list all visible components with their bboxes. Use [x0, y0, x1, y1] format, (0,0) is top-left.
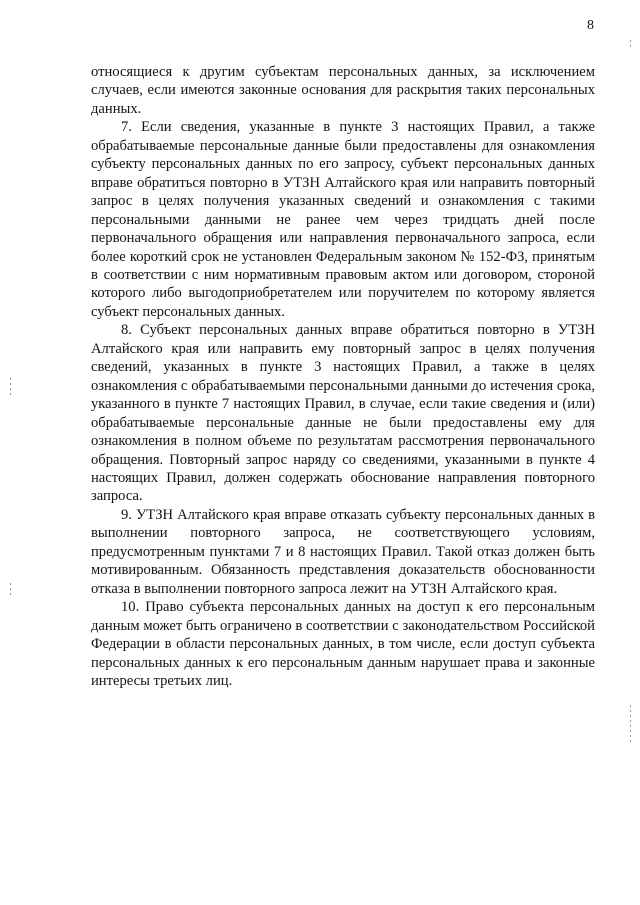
paragraph-continuation: относящиеся к другим субъектам персональных данных, за исключением случаев, если имеются законные основания для раскрытия таких персональных данных. [91, 64, 595, 117]
paragraph-9: 9. УТЗН Алтайского края вправе отказать субъекту персональных данных в выполнении повторного запроса, не соответствующего условиям, предусмотренным пунктами 7 и 8 настоящих Правил. Такой отказ должен быть мотивированным. Обязанность представления доказательств обоснованности отказа в выполнении повторного запроса лежит на УТЗН Алтайского края. [91, 506, 595, 597]
paragraph-7: 7. Если сведения, указанные в пункте 3 настоящих Правил, а также обрабатываемые персональные данные были предоставлены для ознакомления субъекту персональных данных по его запросу, субъект персональных данных вправе обратиться повторно в УТЗН Алтайского края или направить повторный запрос в целях получения указанных сведений и ознакомления с такими персональными данными не ранее чем через тридцать дней после первоначального обращения или направления первоначального запроса, если более короткий срок не установлен Федеральным законом № 152-ФЗ, принятым в соответствии с ним нормативным правовым актом или договором, стороной которого либо выгодоприобретателем или поручителем по которому является субъект персональных данных. [91, 119, 595, 320]
paragraph-8: 8. Субъект персональных данных вправе обратиться повторно в УТЗН Алтайского края или направить ему повторный запрос в целях получения сведений, указанных в пункте 3 настоящих Правил, а также в целях ознакомления с обрабатываемыми персональными данными до истечения срока, указанного в пункте 7 настоящих Правил, в случае, если такие сведения и (или) обрабатываемые персональные данные не были предоставлены ему для ознакомления в полном объеме по результатам рассмотрения первоначального обращения. Повторный запрос наряду со сведениями, указанными в пункте 4 настоящих Правил, должен содержать обоснование направления повторного запроса. [91, 322, 595, 505]
scan-artifact [630, 40, 631, 50]
page-number: 8 [587, 18, 594, 33]
paragraph-10: 10. Право субъекта персональных данных на доступ к его персональным данным может быть ограничено в соответствии с законодательством Российской Федерации в области персональных данных, в том числе, если доступ субъекта персональных данных к его персональным данным нарушает права и законные интересы третьих лиц. [91, 599, 595, 689]
document-body [91, 63, 595, 690]
scan-artifact [630, 705, 631, 745]
scan-artifact [10, 378, 11, 396]
scan-artifact [10, 583, 11, 597]
